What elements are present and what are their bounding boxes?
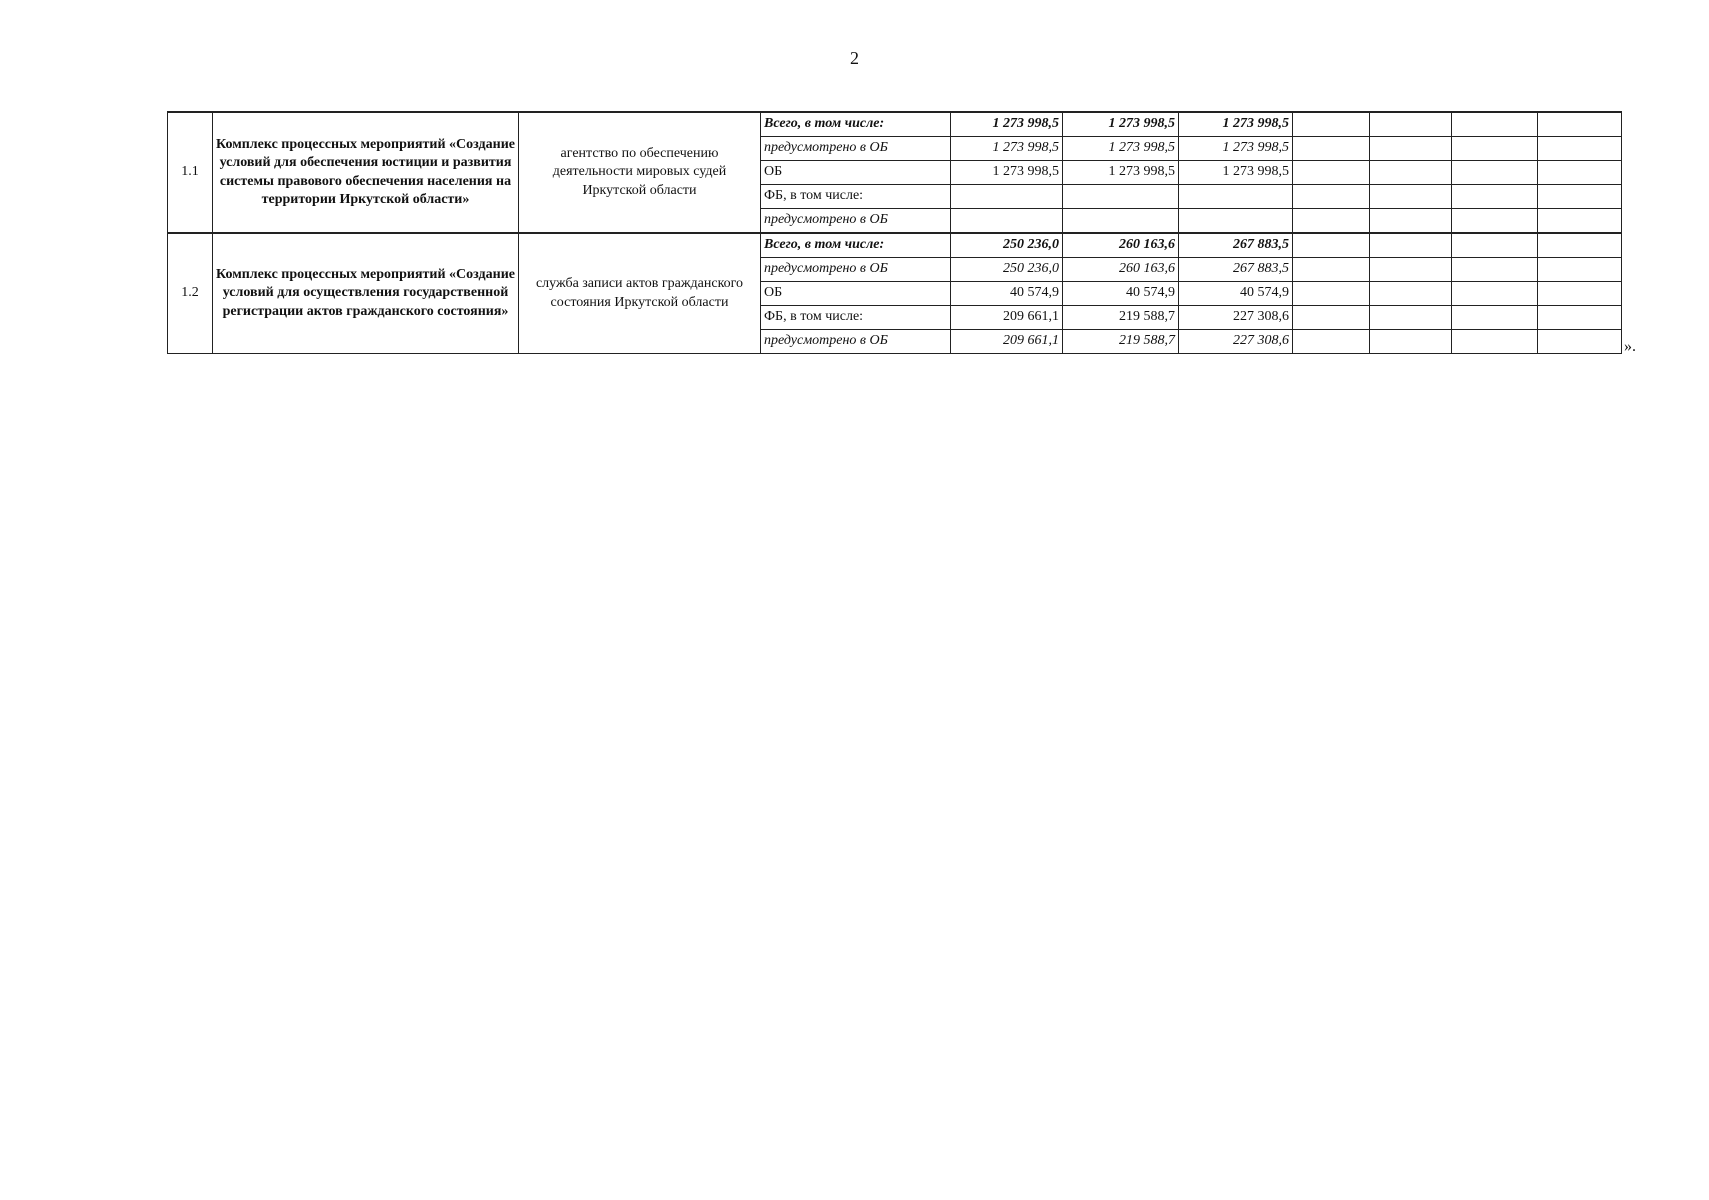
funding-value: 260 163,6	[1063, 258, 1179, 282]
funding-value	[1063, 209, 1179, 234]
funding-value: 267 883,5	[1179, 258, 1293, 282]
funding-value: 1 273 998,5	[1063, 112, 1179, 137]
row-number: 1.1	[168, 112, 213, 233]
table-row	[168, 112, 1622, 137]
empty-cell	[1452, 185, 1538, 209]
funding-value: 40 574,9	[951, 282, 1063, 306]
funding-value: 260 163,6	[1063, 233, 1179, 258]
funding-source-label: ФБ, в том числе:	[761, 306, 951, 330]
funding-value	[1063, 185, 1179, 209]
empty-cell	[1452, 233, 1538, 258]
table-row	[168, 233, 1622, 258]
table-body	[168, 112, 1622, 354]
funding-value: 40 574,9	[1179, 282, 1293, 306]
empty-cell	[1538, 330, 1622, 354]
row-number: 1.2	[168, 233, 213, 354]
empty-cell	[1293, 161, 1370, 185]
funding-value: 219 588,7	[1063, 306, 1179, 330]
funding-value	[1179, 185, 1293, 209]
empty-cell	[1370, 185, 1452, 209]
funding-value: 1 273 998,5	[1179, 112, 1293, 137]
empty-cell	[1538, 282, 1622, 306]
funding-value: 219 588,7	[1063, 330, 1179, 354]
empty-cell	[1452, 209, 1538, 234]
empty-cell	[1538, 161, 1622, 185]
page-number: 2	[850, 48, 859, 68]
funding-value: 227 308,6	[1179, 330, 1293, 354]
funding-value: 1 273 998,5	[951, 112, 1063, 137]
empty-cell	[1452, 112, 1538, 137]
funding-value	[1179, 209, 1293, 234]
empty-cell	[1452, 306, 1538, 330]
empty-cell	[1538, 112, 1622, 137]
funding-source-label: Всего, в том числе:	[761, 112, 951, 137]
funding-value: 1 273 998,5	[951, 137, 1063, 161]
executor-name: агентство по обеспечению деятельности мировых судей Иркутской области	[519, 112, 761, 233]
empty-cell	[1538, 137, 1622, 161]
empty-cell	[1293, 233, 1370, 258]
empty-cell	[1370, 137, 1452, 161]
funding-value: 1 273 998,5	[1179, 137, 1293, 161]
empty-cell	[1452, 161, 1538, 185]
empty-cell	[1370, 282, 1452, 306]
empty-cell	[1538, 306, 1622, 330]
executor-name: служба записи актов гражданского состояния Иркутской области	[519, 233, 761, 354]
funding-value: 209 661,1	[951, 306, 1063, 330]
empty-cell	[1370, 258, 1452, 282]
empty-cell	[1293, 258, 1370, 282]
budget-table	[167, 111, 1622, 354]
empty-cell	[1538, 185, 1622, 209]
empty-cell	[1538, 233, 1622, 258]
funding-source-label: предусмотрено в ОБ	[761, 137, 951, 161]
empty-cell	[1370, 112, 1452, 137]
funding-value: 267 883,5	[1179, 233, 1293, 258]
funding-value: 227 308,6	[1179, 306, 1293, 330]
empty-cell	[1370, 306, 1452, 330]
funding-value: 250 236,0	[951, 233, 1063, 258]
empty-cell	[1452, 330, 1538, 354]
empty-cell	[1452, 137, 1538, 161]
empty-cell	[1293, 112, 1370, 137]
funding-value	[951, 185, 1063, 209]
empty-cell	[1370, 233, 1452, 258]
funding-source-label: предусмотрено в ОБ	[761, 330, 951, 354]
empty-cell	[1452, 282, 1538, 306]
funding-value: 1 273 998,5	[1063, 137, 1179, 161]
funding-value: 209 661,1	[951, 330, 1063, 354]
funding-value: 40 574,9	[1063, 282, 1179, 306]
funding-value	[951, 209, 1063, 234]
empty-cell	[1538, 209, 1622, 234]
funding-value: 1 273 998,5	[951, 161, 1063, 185]
activity-name: Комплекс процессных мероприятий «Создание условий для осуществления государственной регистрации актов гражданского состояния»	[213, 233, 519, 354]
empty-cell	[1293, 209, 1370, 234]
funding-source-label: ОБ	[761, 282, 951, 306]
empty-cell	[1293, 306, 1370, 330]
activity-name: Комплекс процессных мероприятий «Создание условий для обеспечения юстиции и развития системы правового обеспечения населения на территории Иркутской области»	[213, 112, 519, 233]
funding-value: 250 236,0	[951, 258, 1063, 282]
empty-cell	[1452, 258, 1538, 282]
funding-source-label: Всего, в том числе:	[761, 233, 951, 258]
empty-cell	[1370, 209, 1452, 234]
funding-source-label: предусмотрено в ОБ	[761, 209, 951, 234]
empty-cell	[1293, 282, 1370, 306]
empty-cell	[1293, 137, 1370, 161]
empty-cell	[1370, 161, 1452, 185]
funding-source-label: ФБ, в том числе:	[761, 185, 951, 209]
empty-cell	[1293, 330, 1370, 354]
empty-cell	[1293, 185, 1370, 209]
funding-value: 1 273 998,5	[1179, 161, 1293, 185]
funding-source-label: ОБ	[761, 161, 951, 185]
funding-source-label: предусмотрено в ОБ	[761, 258, 951, 282]
empty-cell	[1370, 330, 1452, 354]
empty-cell	[1538, 258, 1622, 282]
funding-value: 1 273 998,5	[1063, 161, 1179, 185]
closing-quote: ».	[1624, 338, 1636, 355]
